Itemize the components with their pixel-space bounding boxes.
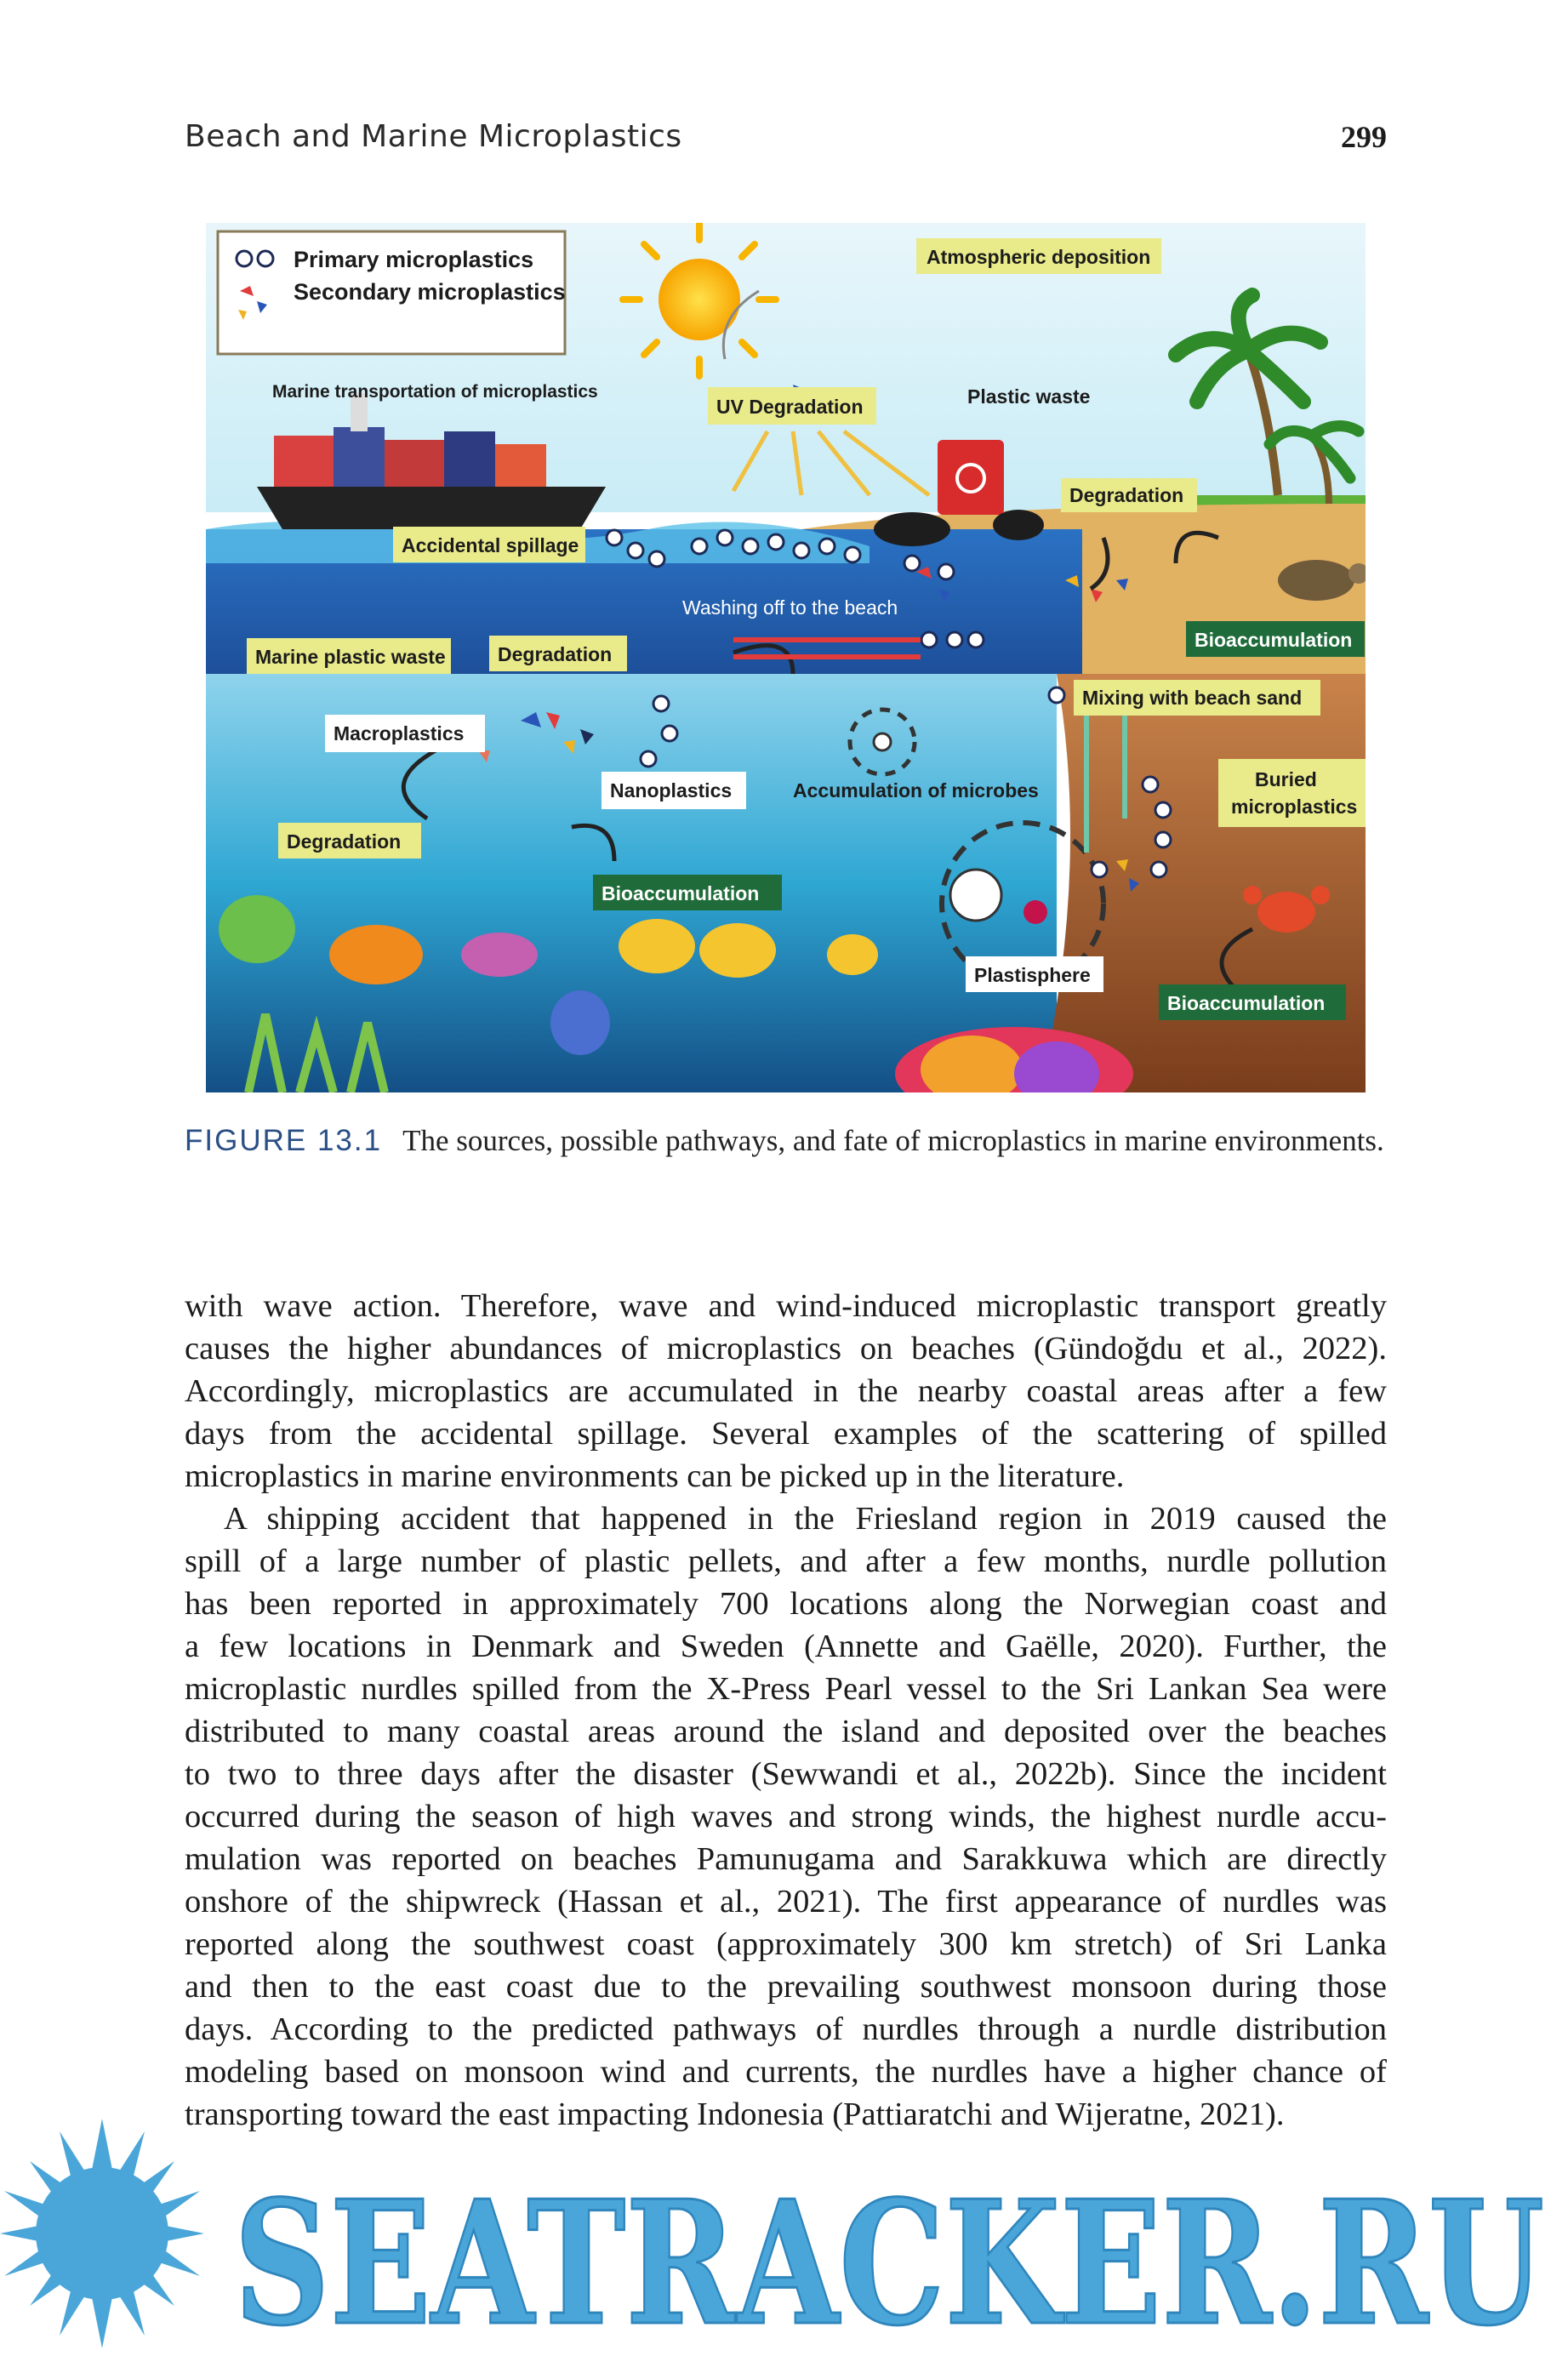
label-degradation-sea: Degradation [498, 643, 613, 665]
label-buried-line2: microplastics [1231, 796, 1358, 818]
label-uv-degradation: UV Degradation [716, 396, 864, 418]
body-line: occurred during the season of high waves and strong winds, the highest nurdle accu- [185, 1799, 1387, 1834]
body-line: reported along the southwest coast (approximately 300 km stretch) of Sri Lanka [185, 1926, 1387, 1962]
legend-secondary: Secondary microplastics [294, 279, 566, 305]
body-line: has been reported in approximately 700 locations along the Norwegian coast and [185, 1586, 1387, 1622]
label-washing-off: Washing off to the beach [682, 596, 898, 619]
running-title: Beach and Marine Microplastics [185, 119, 682, 154]
figure-illustration [206, 223, 1366, 1092]
label-plastic-waste: Plastic waste [967, 385, 1091, 408]
label-accumulation-microbes: Accumulation of microbes [793, 779, 1039, 801]
running-head [185, 119, 1387, 162]
label-bioaccumulation-sea: Bioaccumulation [602, 882, 760, 904]
label-bioaccumulation-beach: Bioaccumulation [1195, 629, 1353, 651]
label-buried-line1: Buried [1255, 768, 1317, 790]
label-accidental-spillage: Accidental spillage [402, 534, 579, 556]
label-atmospheric-deposition: Atmospheric deposition [927, 246, 1151, 268]
body-line: distributed to many coastal areas around the island and deposited over the beaches [185, 1714, 1387, 1749]
body-line: onshore of the shipwreck (Hassan et al., 2021). The first appearance of nurdles was [185, 1884, 1387, 1920]
body-line: days from the accidental spillage. Several examples of the scattering of spilled [185, 1416, 1387, 1452]
figure-number: FIGURE 13.1 [185, 1124, 383, 1157]
label-mixing-beach-sand: Mixing with beach sand [1082, 687, 1303, 709]
label-degradation-deep: Degradation [287, 830, 402, 853]
label-marine-plastic-waste: Marine plastic waste [255, 646, 446, 668]
label-marine-transportation: Marine transportation of microplastics [272, 382, 598, 402]
watermark-text: SEATRACKER.RU [234, 2164, 1544, 2352]
watermark [0, 2119, 1568, 2352]
body-text [185, 1285, 1387, 2136]
body-line: microplastic nurdles spilled from the X-Press Pearl vessel to the Sri Lankan Sea were [185, 1671, 1387, 1707]
caption-text: The sources, possible pathways, and fate of microplastics in marine environments. [402, 1124, 1384, 1157]
body-line: spill of a large number of plastic pellets, and after a few months, nurdle pollution [185, 1543, 1387, 1579]
figure-legend [218, 231, 566, 354]
label-nanoplastics: Nanoplastics [610, 779, 733, 801]
figure-caption [185, 1120, 1387, 1162]
label-plastisphere: Plastisphere [974, 964, 1091, 986]
body-line: days. According to the predicted pathways of nurdles through a nurdle distribution [185, 2011, 1387, 2047]
body-line: mulation was reported on beaches Pamunugama and Sarakkuwa which are directly [185, 1841, 1387, 1877]
body-line: and then to the east coast due to the prevailing southwest monsoon during those [185, 1969, 1387, 2005]
body-line: to two to three days after the disaster (Sewwandi et al., 2022b). Since the incident [185, 1756, 1387, 1792]
label-bioaccumulation-sediment: Bioaccumulation [1167, 992, 1326, 1014]
body-line: a few locations in Denmark and Sweden (Annette and Gaëlle, 2020). Further, the [185, 1629, 1387, 1664]
legend-primary: Primary microplastics [294, 247, 534, 272]
body-line: with wave action. Therefore, wave and wind-induced microplastic transport greatly [185, 1288, 1387, 1324]
label-degradation-land: Degradation [1069, 484, 1184, 506]
sun-logo-icon [0, 2119, 204, 2348]
body-line: modeling based on monsoon wind and currents, the nurdles have a higher chance of [185, 2054, 1387, 2090]
body-line: A shipping accident that happened in the Friesland region in 2019 caused the [224, 1501, 1387, 1537]
body-line: Accordingly, microplastics are accumulated in the nearby coastal areas after a few [185, 1373, 1387, 1409]
label-macroplastics: Macroplastics [334, 722, 465, 744]
body-line: microplastics in marine environments can be picked up in the literature. [185, 1458, 1125, 1494]
body-line: causes the higher abundances of microplastics on beaches (Gündoğdu et al., 2022). [185, 1331, 1387, 1366]
page-number: 299 [1341, 120, 1387, 154]
body-line: transporting toward the east impacting Indonesia (Pattiaratchi and Wijeratne, 2021). [185, 2096, 1285, 2132]
